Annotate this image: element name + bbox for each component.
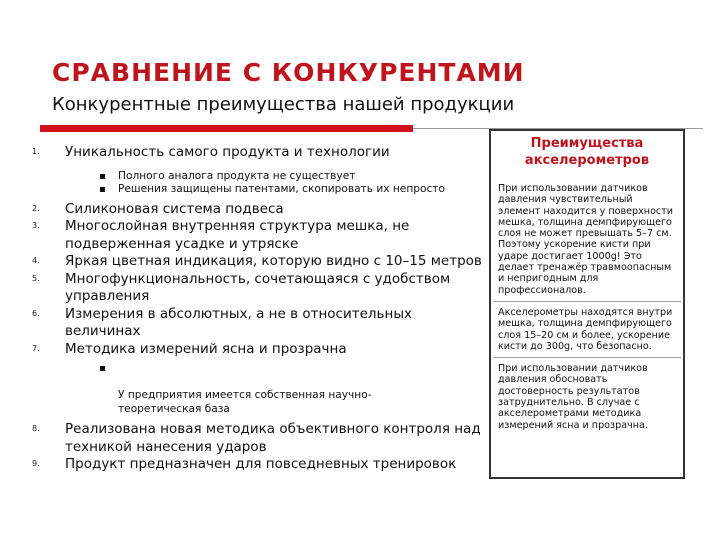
sub-list-item (32, 362, 482, 416)
list-item-text: Реализована новая методика объективного контроля над техникой нанесения ударов (65, 421, 481, 455)
list-number: 8. (32, 424, 40, 433)
sub-list-item (32, 170, 482, 184)
bullet-icon (100, 174, 105, 179)
list-number: 6. (32, 308, 40, 318)
list-item-text: Уникальность самого продукта и технологии (65, 144, 390, 160)
list-number: 7. (32, 343, 40, 353)
list-number: 1. (32, 147, 40, 156)
page-subtitle: Конкурентные преимущества нашей продукции (52, 94, 515, 115)
list-item (32, 341, 482, 359)
sidebar-title: Преимущества акселерометров (524, 136, 650, 168)
sidebar-paragraph: Акселерометры находятся внутри мешка, толщина демпфирующего слоя 15–20 см и более, ускорение кисти до 300g, что безопасно. (498, 306, 673, 352)
list-item-text: Измерения в абсолютных, а не в относительных величинах (65, 305, 412, 339)
sub-item-text: Решения защищены патентами, скопировать их непросто (118, 183, 445, 195)
sidebar-paragraph: При использовании датчиков давления чувствительный элемент находится у поверхности мешка, толщина демпфирующего слоя не может превышать 5–7 см. Поэтому ускорение кисти при ударе достигает 1000g! Это делает тренажёр травмоопасным и непригодным для профессионалов. (498, 183, 674, 296)
list-item (32, 306, 482, 341)
list-item (32, 144, 482, 162)
list-item-text: Многослойная внутренняя структура мешка, не подверженная усадке и утряске (65, 218, 410, 252)
bullet-icon (100, 366, 105, 371)
list-item-text: Методика измерений ясна и прозрачна (65, 340, 347, 357)
list-item-text: Многофункциональность, сочетающаяся с удобством управления (65, 270, 451, 304)
page-title: СРАВНЕНИЕ С КОНКУРЕНТАМИ (52, 58, 525, 87)
list-item (32, 456, 482, 474)
advantages-list (32, 144, 482, 474)
list-number: 4. (32, 256, 40, 265)
accent-bar (40, 125, 413, 132)
list-item (32, 218, 482, 253)
sidebar-paragraph: При использовании датчиков давления обосновать достоверность результатов затруднительно. В случае с акселерометрами методика измерений ясна и прозрачна. (498, 363, 648, 431)
list-item-text: Продукт предназначен для повседневных тренировок (65, 456, 457, 472)
list-item (32, 421, 482, 456)
list-number: 2. (32, 203, 40, 213)
sub-item-text: Полного аналога продукта не существует (118, 169, 356, 182)
list-item (32, 253, 482, 271)
list-item-text: Яркая цветная индикация, которую видно с 10–15 метров (65, 253, 482, 269)
list-item (32, 271, 482, 306)
sub-list-item (32, 183, 482, 197)
list-number: 5. (32, 273, 40, 283)
accelerometer-sidebar (489, 129, 685, 479)
sub-item-text: У предприятия имеется собственная научно- теоретическая база (118, 389, 372, 415)
bullet-icon (100, 187, 105, 192)
list-number: 3. (32, 221, 40, 230)
list-number: 9. (32, 459, 40, 468)
list-item (32, 201, 482, 219)
list-item-text: Силиконовая система подвеса (65, 200, 284, 217)
